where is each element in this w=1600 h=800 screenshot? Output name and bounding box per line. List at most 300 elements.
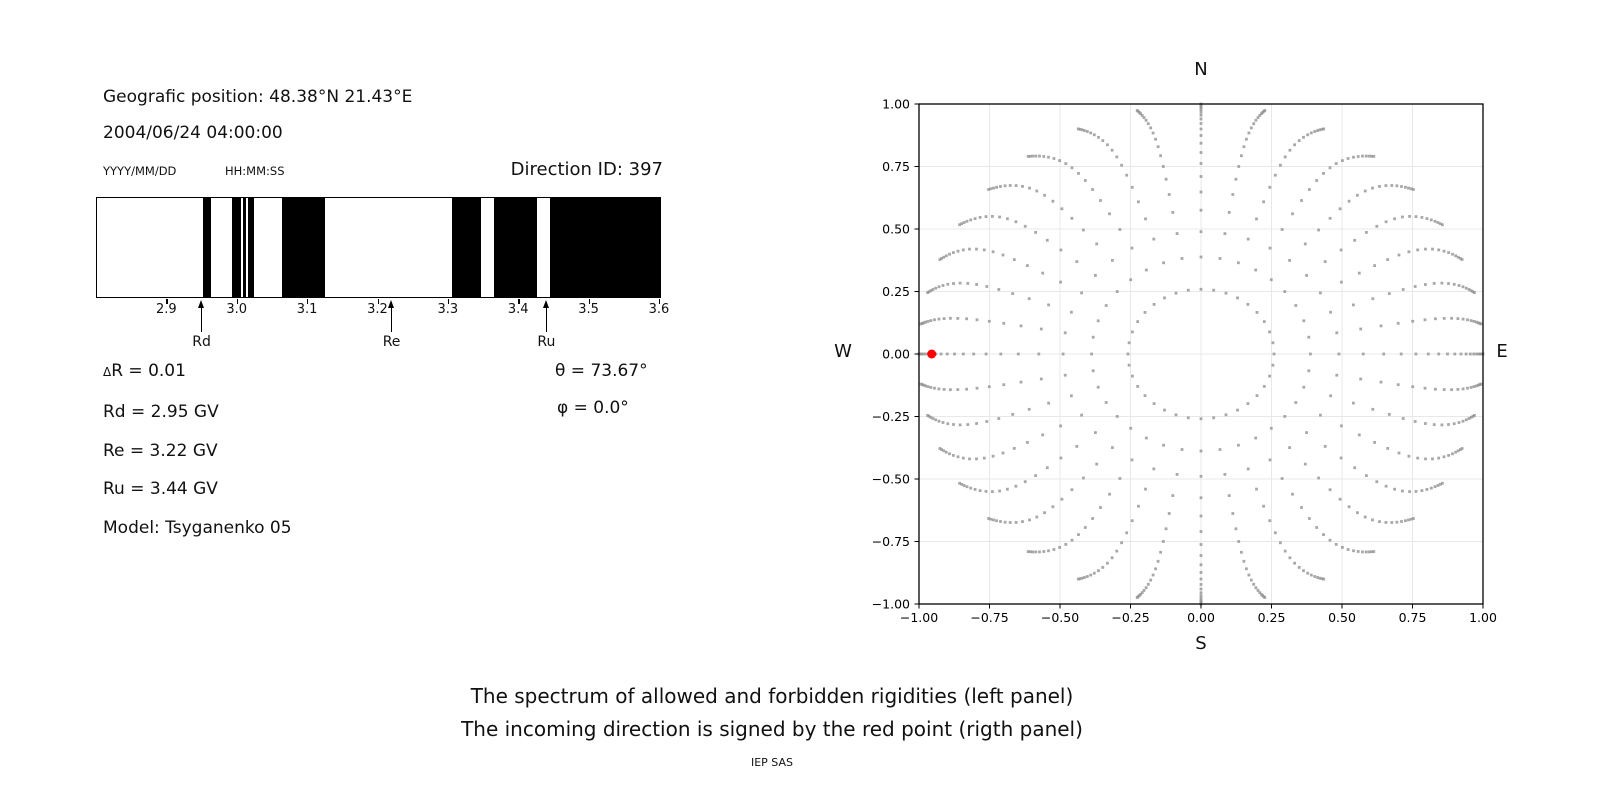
x-axis-tick-label: 1.00	[1469, 610, 1497, 625]
direction-dot	[1353, 466, 1356, 469]
direction-dot	[1144, 488, 1147, 491]
direction-dot	[1097, 136, 1100, 139]
cutoff-marker-label: Re	[382, 334, 401, 350]
direction-dot	[940, 353, 943, 356]
direction-dot	[948, 452, 951, 455]
direction-dot	[1200, 594, 1203, 597]
direction-dot	[1443, 317, 1446, 320]
south-label: S	[1195, 633, 1207, 654]
direction-dot	[1415, 353, 1418, 356]
direction-dot	[1426, 217, 1429, 220]
direction-dot	[953, 353, 956, 356]
direction-dot	[1200, 111, 1203, 114]
direction-dot	[1446, 353, 1449, 356]
direction-dot	[1120, 541, 1123, 544]
direction-dot	[1268, 186, 1271, 189]
direction-dot	[1313, 575, 1316, 578]
direction-dot	[1187, 289, 1190, 292]
direction-dot	[1378, 185, 1381, 188]
direction-dot	[1398, 452, 1401, 455]
direction-dot	[1329, 488, 1332, 491]
direction-dot	[992, 455, 995, 458]
direction-dot	[1248, 574, 1251, 577]
direction-dot	[1240, 154, 1243, 157]
direction-dot	[1149, 579, 1152, 582]
direction-dot	[1099, 199, 1102, 202]
direction-dot	[1424, 248, 1427, 251]
direction-dot	[985, 285, 988, 288]
direction-dot	[1294, 401, 1297, 404]
direction-dot	[1304, 463, 1307, 466]
direction-dot	[942, 284, 945, 287]
direction-dot	[1105, 401, 1108, 404]
direction-dot	[974, 488, 977, 491]
time-format-label: HH:MM:SS	[225, 164, 285, 178]
direction-dot	[1462, 285, 1465, 288]
direction-dot	[1083, 129, 1086, 132]
direction-dot	[1250, 127, 1253, 130]
direction-dot	[1348, 505, 1351, 508]
direction-dot	[1070, 394, 1073, 397]
direction-dot	[1274, 531, 1277, 534]
direction-dot	[1225, 292, 1228, 295]
direction-dot	[1009, 184, 1012, 187]
direction-dot	[1059, 425, 1062, 428]
geo-position-text: Geografic position: 48.38°N 21.43°E	[103, 87, 413, 107]
direction-dot	[1359, 328, 1362, 331]
direction-dot	[969, 219, 972, 222]
direction-dot	[1300, 506, 1303, 509]
direction-dot	[1382, 353, 1385, 356]
direction-dot	[992, 519, 995, 522]
direction-dot	[1059, 281, 1062, 284]
direction-dot	[1043, 194, 1046, 197]
direction-dot	[1421, 216, 1424, 219]
direction-dot	[1252, 583, 1255, 586]
direction-dot	[1200, 162, 1203, 165]
direction-dot	[968, 248, 971, 251]
direction-dot	[1064, 374, 1067, 377]
direction-dot	[1263, 320, 1266, 323]
direction-dot	[1335, 543, 1338, 546]
direction-dot	[1011, 413, 1014, 416]
direction-dot	[1447, 423, 1450, 426]
direction-dot	[1257, 589, 1260, 592]
direction-dot	[1168, 512, 1171, 515]
direction-dot	[1358, 272, 1361, 275]
direction-dot	[1465, 353, 1468, 356]
caption-line-2: The incoming direction is signed by the red point (rigth panel)	[461, 717, 1083, 741]
direction-dot	[1128, 341, 1131, 344]
direction-dot	[1373, 264, 1376, 267]
direction-dot	[1365, 551, 1368, 554]
direction-dot	[1075, 260, 1078, 263]
direction-dot	[969, 487, 972, 490]
direction-dot	[1356, 511, 1359, 514]
direction-dot	[1439, 222, 1442, 225]
direction-dot	[1200, 128, 1203, 131]
direction-dot	[1147, 122, 1150, 125]
direction-dot	[1431, 458, 1434, 461]
direction-dot	[1457, 388, 1460, 391]
direction-dot	[1200, 588, 1203, 591]
y-axis-tick-label: −1.00	[871, 596, 910, 612]
direction-dot	[1041, 434, 1044, 437]
direction-dot	[1359, 378, 1362, 381]
direction-dot	[1353, 239, 1356, 242]
direction-dot	[1453, 353, 1456, 356]
direction-dot	[1200, 450, 1203, 453]
delta-symbol: Δ	[103, 365, 112, 379]
direction-dot	[992, 187, 995, 190]
direction-dot	[1341, 159, 1344, 162]
direction-dot	[1454, 451, 1457, 454]
direction-dot	[1305, 431, 1308, 434]
direction-dot	[998, 216, 1001, 219]
direction-dot	[1175, 292, 1178, 295]
y-axis-tick-label: 0.75	[882, 159, 910, 174]
direction-dot	[1159, 551, 1162, 554]
direction-dot	[1475, 385, 1478, 388]
direction-dot	[1157, 560, 1160, 563]
direction-dot	[1111, 446, 1114, 449]
direction-dot	[1053, 548, 1056, 551]
direction-dot	[1371, 187, 1374, 190]
direction-dot	[1317, 477, 1320, 480]
direction-dot	[1400, 353, 1403, 356]
direction-dot	[1393, 217, 1396, 220]
direction-dot	[930, 319, 933, 322]
direction-dot	[1308, 517, 1311, 520]
direction-dot	[1236, 409, 1239, 412]
direction-dot	[1084, 179, 1087, 182]
direction-dot	[1396, 521, 1399, 524]
direction-dot	[991, 490, 994, 493]
north-label: N	[1194, 59, 1208, 80]
direction-dot	[1071, 217, 1074, 220]
direction-dot	[1071, 539, 1074, 542]
direction-dot	[1152, 574, 1155, 577]
direction-dot	[1302, 136, 1305, 139]
direction-dot	[1309, 353, 1312, 356]
direction-dot	[989, 187, 992, 190]
direction-dot	[989, 518, 992, 521]
direction-dot	[1127, 353, 1130, 356]
direction-dot	[1307, 336, 1310, 339]
direction-dot	[1441, 282, 1444, 285]
direction-dot	[1410, 187, 1413, 190]
direction-dot	[960, 483, 963, 486]
direction-dot	[934, 287, 937, 290]
direction-dot	[1119, 228, 1122, 231]
direction-dot	[1365, 155, 1368, 158]
direction-dot	[1176, 473, 1179, 476]
direction-dot	[1105, 304, 1108, 307]
direction-dot	[1380, 381, 1383, 384]
direction-dot	[1293, 143, 1296, 146]
direction-dot	[983, 249, 986, 252]
direction-dot	[1015, 220, 1018, 223]
direction-dot	[1015, 485, 1018, 488]
direction-dot	[972, 353, 975, 356]
direction-dot	[1240, 551, 1243, 554]
credit-text: IEP SAS	[750, 756, 794, 769]
direction-dot	[1115, 156, 1118, 159]
direction-dot	[1243, 560, 1246, 563]
direction-dot	[1410, 518, 1413, 521]
direction-dot	[1212, 289, 1215, 292]
direction-dot	[1335, 374, 1338, 377]
direction-dot	[952, 251, 955, 254]
direction-dot	[1187, 416, 1190, 419]
direction-dot	[1108, 493, 1111, 496]
direction-dot	[1247, 468, 1250, 471]
direction-dot	[1462, 388, 1465, 391]
x-axis-tick-label: 0.50	[1328, 610, 1356, 625]
direction-dot	[942, 256, 945, 259]
direction-dot	[1434, 220, 1437, 223]
direction-dot	[1136, 320, 1139, 323]
x-axis-tick-label: −0.50	[1040, 610, 1080, 625]
direction-dot	[1338, 353, 1341, 356]
direction-dot	[1212, 416, 1215, 419]
direction-dot	[985, 215, 988, 218]
direction-dot	[1200, 554, 1203, 557]
direction-dot	[1028, 519, 1031, 522]
direction-dot	[1415, 215, 1418, 218]
direction-dot	[999, 353, 1002, 356]
direction-dot	[966, 485, 969, 488]
direction-dot	[1165, 178, 1168, 181]
direction-dot	[1362, 353, 1365, 356]
direction-dot	[1200, 475, 1203, 478]
direction-dot	[1304, 243, 1307, 246]
direction-dot	[1129, 427, 1132, 430]
direction-dot	[976, 387, 979, 390]
direction-dot	[1317, 229, 1320, 232]
direction-dot	[1437, 457, 1440, 460]
direction-dot	[1157, 145, 1160, 148]
direction-dot	[1434, 388, 1437, 391]
direction-dot	[1070, 311, 1073, 314]
direction-dot	[1272, 364, 1275, 367]
direction-dot	[1375, 225, 1378, 228]
direction-dot	[1434, 317, 1437, 320]
direction-dot	[1308, 188, 1311, 191]
direction-dot	[1300, 199, 1303, 202]
direction-dot	[1020, 325, 1023, 328]
y-axis-tick-label: −0.75	[871, 534, 910, 549]
phi-value-text: φ = 0.0°	[557, 398, 629, 418]
direction-dot	[1466, 318, 1469, 321]
direction-dot	[1443, 455, 1446, 458]
direction-dot	[1111, 149, 1114, 152]
direction-dot	[1262, 200, 1265, 203]
direction-dot	[1329, 166, 1332, 169]
direction-dot	[1450, 317, 1453, 320]
direction-dot	[1101, 139, 1104, 142]
direction-dot	[1279, 164, 1282, 167]
direction-dot	[976, 318, 979, 321]
direction-dot	[1347, 548, 1350, 551]
direction-dot	[1268, 519, 1271, 522]
direction-dot	[1035, 516, 1038, 519]
re-value-text: Re = 3.22 GV	[103, 441, 218, 461]
direction-dot	[1424, 283, 1427, 286]
direction-dot	[1091, 517, 1094, 520]
direction-dot	[1200, 256, 1203, 259]
direction-dot	[1247, 238, 1250, 241]
direction-dot	[1021, 520, 1024, 523]
direction-dot	[1046, 466, 1049, 469]
direction-dot	[1352, 402, 1355, 405]
direction-dot	[1200, 191, 1203, 194]
direction-dot	[997, 417, 1000, 420]
direction-dot	[1302, 569, 1305, 572]
direction-dot	[1339, 207, 1342, 210]
direction-dot	[1370, 155, 1373, 158]
direction-dot	[1469, 353, 1472, 356]
direction-dot	[1430, 219, 1433, 222]
direction-dot	[1152, 238, 1155, 241]
direction-dot	[1031, 551, 1034, 554]
direction-dot	[1475, 321, 1478, 324]
direction-dot	[963, 221, 966, 224]
direction-dot	[1093, 572, 1096, 575]
direction-dot	[1298, 566, 1301, 569]
direction-dot	[1200, 578, 1203, 581]
direction-dot	[1145, 269, 1148, 272]
direction-dot	[1028, 297, 1031, 300]
direction-dot	[1457, 256, 1460, 259]
direction-dot	[1262, 505, 1265, 508]
direction-dot	[1322, 172, 1325, 175]
direction-dot	[1470, 319, 1473, 322]
direction-dot	[1237, 444, 1240, 447]
direction-dot	[1038, 155, 1041, 158]
direction-dot	[999, 520, 1002, 523]
direction-dot	[1015, 184, 1018, 187]
direction-dot	[1447, 282, 1450, 285]
direction-dot	[1370, 550, 1373, 553]
direction-dot	[942, 449, 945, 452]
direction-dot	[1348, 200, 1351, 203]
direction-dot	[1200, 122, 1203, 125]
direction-dot	[945, 254, 948, 257]
direction-dot	[1145, 437, 1148, 440]
direction-dot	[1042, 155, 1045, 158]
direction-dot	[1263, 385, 1266, 388]
direction-dot	[1416, 249, 1419, 252]
direction-dot	[1153, 402, 1156, 405]
direction-dot	[1071, 166, 1074, 169]
direction-dot	[1473, 320, 1476, 323]
direction-dot	[1472, 353, 1475, 356]
direction-dot	[1386, 447, 1389, 450]
direction-dot	[1373, 441, 1376, 444]
direction-dot	[1364, 190, 1367, 193]
direction-dot	[1408, 455, 1411, 458]
direction-dot	[1364, 516, 1367, 519]
direction-dot	[1154, 138, 1157, 141]
direction-dot	[1397, 383, 1400, 386]
direction-dot	[1386, 258, 1389, 261]
direction-dot	[1396, 184, 1399, 187]
direction-dot	[1116, 415, 1119, 418]
direction-dot	[999, 185, 1002, 188]
direction-dot	[1339, 498, 1342, 501]
direction-dot	[938, 388, 941, 391]
direction-dot	[1457, 449, 1460, 452]
direction-dot	[1047, 156, 1050, 159]
direction-dot	[1058, 159, 1061, 162]
direction-dot	[1181, 448, 1184, 451]
direction-dot	[1200, 151, 1203, 154]
direction-dot	[1024, 480, 1027, 483]
direction-dot	[1284, 156, 1287, 159]
direction-dot	[1041, 272, 1044, 275]
direction-dot	[1082, 477, 1085, 480]
direction-dot	[1064, 543, 1067, 546]
direction-dot	[1385, 521, 1388, 524]
direction-dot	[1075, 445, 1078, 448]
direction-dot	[956, 317, 959, 320]
direction-dot	[1099, 506, 1102, 509]
direction-dot	[1460, 353, 1463, 356]
direction-dot	[1371, 408, 1374, 411]
direction-dot	[968, 458, 971, 461]
direction-dot	[1137, 505, 1140, 508]
direction-dot	[1401, 216, 1404, 219]
direction-dot	[933, 387, 936, 390]
direction-dot	[1255, 218, 1258, 221]
direction-dot	[1306, 572, 1309, 575]
direction-dot	[1060, 249, 1063, 252]
direction-dot	[1061, 498, 1064, 501]
direction-dot	[932, 417, 935, 420]
direction-dot	[1143, 589, 1146, 592]
direction-dot	[1200, 496, 1203, 499]
direction-dot	[1200, 543, 1203, 546]
direction-dot	[1143, 116, 1146, 119]
direction-dot	[1086, 130, 1089, 133]
direction-dot	[1228, 211, 1231, 214]
direction-dot	[959, 282, 962, 285]
direction-dot	[1028, 408, 1031, 411]
x-axis-tick-label: 0.00	[1187, 610, 1215, 625]
direction-dot	[1004, 521, 1007, 524]
direction-dot	[1397, 322, 1400, 325]
direction-dot	[1273, 353, 1276, 356]
direction-dot	[1270, 278, 1273, 281]
cutoff-marker-label: Ru	[537, 334, 556, 350]
direction-dot	[1080, 292, 1083, 295]
direction-id-text: Direction ID: 397	[510, 159, 663, 180]
direction-dot	[1443, 250, 1446, 253]
direction-dot	[1398, 254, 1401, 257]
direction-dot	[1411, 320, 1414, 323]
direction-dot	[1131, 519, 1134, 522]
direction-dot	[1144, 311, 1147, 314]
direction-dot	[1421, 489, 1424, 492]
direction-dot	[1385, 184, 1388, 187]
direction-dot	[988, 320, 991, 323]
direction-dot	[1281, 228, 1284, 231]
direction-dot	[1147, 583, 1150, 586]
direction-dot	[1371, 297, 1374, 300]
direction-dot	[966, 423, 969, 426]
direction-dot	[1131, 459, 1134, 462]
